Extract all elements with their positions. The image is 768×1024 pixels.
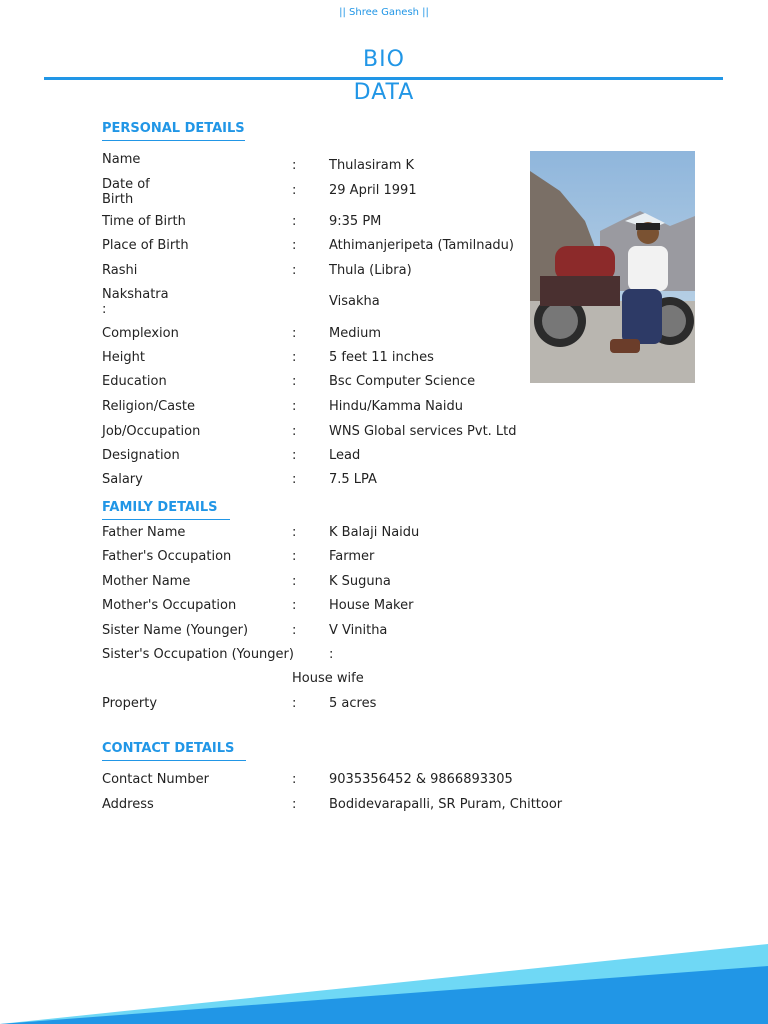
label-dob-line2: Birth (102, 192, 134, 207)
row-mother-occupation (0, 598, 768, 618)
value-salary: 7.5 LPA (329, 472, 377, 487)
value-designation: Lead (329, 448, 361, 463)
row-property (0, 696, 768, 716)
separator-colon: : (292, 326, 297, 341)
label-height: Height (102, 350, 145, 365)
value-address: Bodidevarapalli, SR Puram, Chittoor (329, 797, 563, 812)
label-designation: Designation (102, 448, 180, 463)
label-rashi: Rashi (102, 263, 138, 278)
separator-colon: : (292, 574, 297, 589)
row-complexion (0, 326, 768, 346)
row-contact-number (0, 772, 768, 792)
value-mother-occupation: House Maker (329, 598, 414, 613)
separator-colon: : (329, 647, 334, 662)
value-nakshatra: Visakha (329, 294, 380, 309)
separator-colon: : (292, 214, 297, 229)
separator-colon: : (292, 598, 297, 613)
separator-colon: : (292, 374, 297, 389)
row-father-occupation (0, 549, 768, 569)
label-time-of-birth: Time of Birth (102, 214, 186, 229)
value-sister-occupation: House wife (292, 671, 364, 686)
label-place-of-birth: Place of Birth (102, 238, 189, 253)
label-education: Education (102, 374, 167, 389)
label-father-occupation: Father's Occupation (102, 549, 232, 564)
separator-colon: : (292, 623, 297, 638)
row-salary (0, 472, 768, 492)
footer-decoration (0, 944, 768, 1024)
separator-colon: : (292, 263, 297, 278)
row-time-of-birth (0, 214, 768, 234)
row-height (0, 350, 768, 370)
row-sister-occupation (0, 647, 768, 687)
label-address: Address (102, 797, 154, 812)
label-mother: Mother Name (102, 574, 191, 589)
value-height: 5 feet 11 inches (329, 350, 434, 365)
value-property: 5 acres (329, 696, 377, 711)
row-designation (0, 448, 768, 468)
separator-colon: : (292, 797, 297, 812)
row-mother (0, 574, 768, 594)
value-job: WNS Global services Pvt. Ltd (329, 424, 517, 439)
separator-colon: : (292, 448, 297, 463)
separator-colon: : (102, 302, 107, 317)
label-job: Job/Occupation (102, 424, 201, 439)
label-salary: Salary (102, 472, 143, 487)
separator-colon: : (292, 772, 297, 787)
separator-colon: : (292, 472, 297, 487)
page-title-data: DATA (353, 80, 415, 105)
value-father-occupation: Farmer (329, 549, 375, 564)
label-sister: Sister Name (Younger) (102, 623, 249, 638)
row-address (0, 797, 768, 817)
section-heading-contact: CONTACT DETAILS (102, 741, 246, 761)
row-education (0, 374, 768, 394)
row-rashi (0, 263, 768, 283)
label-father: Father Name (102, 525, 186, 540)
label-nakshatra: Nakshatra (102, 287, 169, 302)
page-title-bio: BIO (363, 47, 405, 72)
row-nakshatra (0, 287, 768, 317)
separator-colon: : (292, 549, 297, 564)
separator-colon: : (292, 238, 297, 253)
invocation-text: || Shree Ganesh || (339, 7, 429, 18)
label-property: Property (102, 696, 158, 711)
value-rashi: Thula (Libra) (329, 263, 412, 278)
section-heading-personal: PERSONAL DETAILS (102, 121, 245, 141)
value-time-of-birth: 9:35 PM (329, 214, 382, 229)
value-place-of-birth: Athimanjeripeta (Tamilnadu) (329, 238, 514, 253)
label-contact-number: Contact Number (102, 772, 209, 787)
row-job (0, 424, 768, 444)
label-sister-occupation: Sister's Occupation (Younger) (102, 647, 294, 662)
value-name: Thulasiram K (329, 158, 415, 173)
section-heading-family: FAMILY DETAILS (102, 500, 230, 520)
label-mother-occupation: Mother's Occupation (102, 598, 237, 613)
value-mother: K Suguna (329, 574, 391, 589)
row-father (0, 525, 768, 545)
separator-colon: : (292, 424, 297, 439)
row-dob (0, 177, 768, 207)
label-complexion: Complexion (102, 326, 179, 341)
label-dob-line1: Date of (102, 177, 150, 192)
separator-colon: : (292, 525, 297, 540)
value-dob: 29 April 1991 (329, 183, 417, 198)
label-name: Name (102, 152, 141, 167)
value-religion: Hindu/Kamma Naidu (329, 399, 463, 414)
separator-colon: : (292, 158, 297, 173)
row-religion (0, 399, 768, 419)
label-religion: Religion/Caste (102, 399, 196, 414)
separator-colon: : (292, 399, 297, 414)
value-sister: V Vinitha (329, 623, 388, 638)
row-sister (0, 623, 768, 643)
row-place-of-birth (0, 238, 768, 258)
separator-colon: : (292, 350, 297, 365)
separator-colon: : (292, 696, 297, 711)
separator-colon: : (292, 183, 297, 198)
row-name (0, 152, 768, 172)
value-education: Bsc Computer Science (329, 374, 476, 389)
value-father: K Balaji Naidu (329, 525, 420, 540)
value-contact-number: 9035356452 & 9866893305 (329, 772, 513, 787)
value-complexion: Medium (329, 326, 381, 341)
